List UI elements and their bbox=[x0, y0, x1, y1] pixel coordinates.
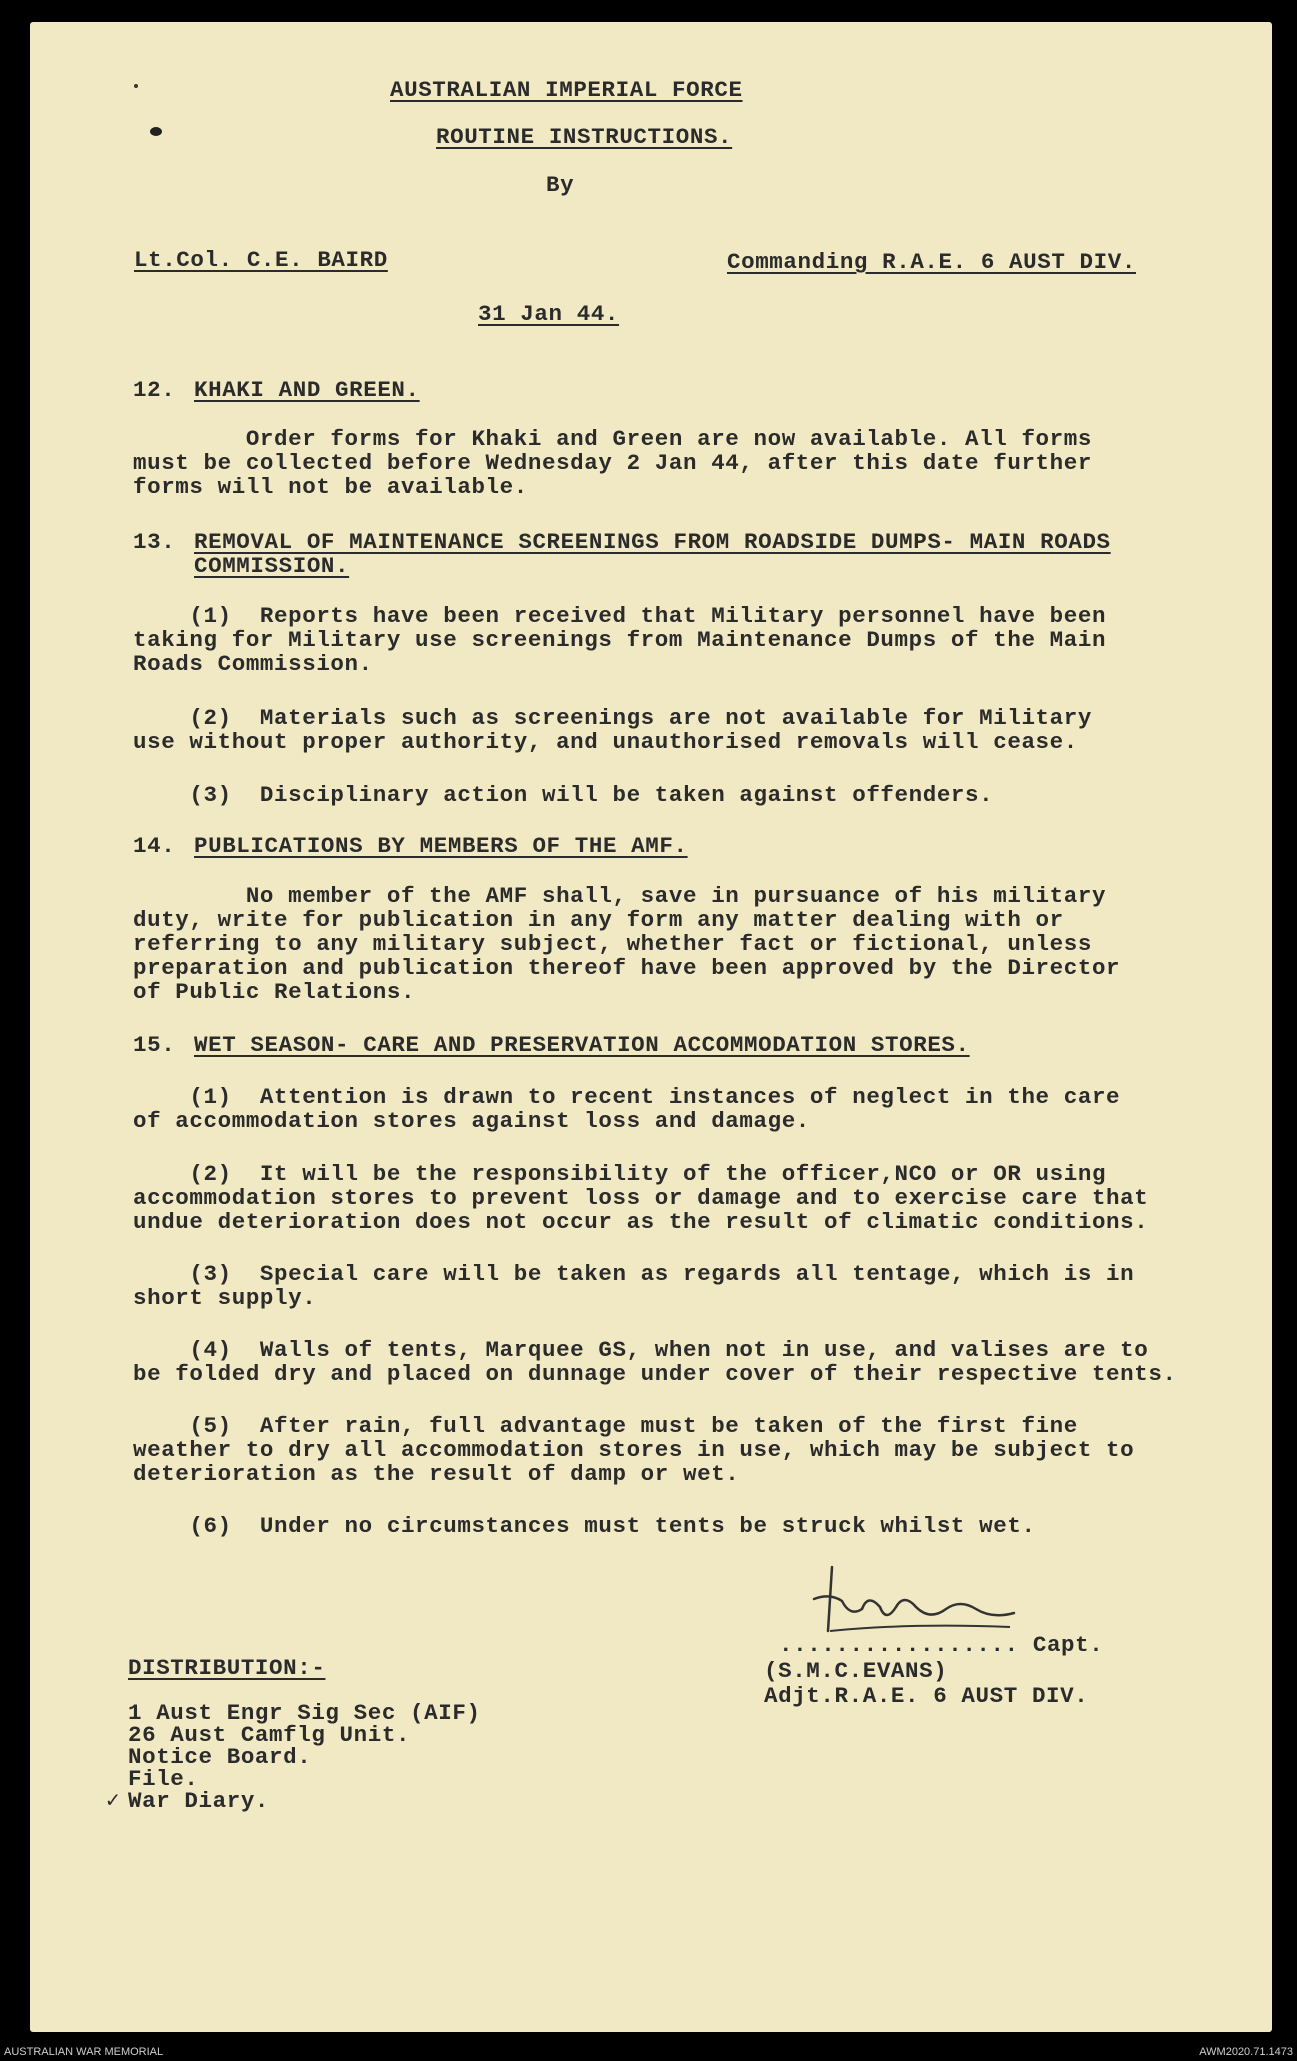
text-line: (2) Materials such as screenings are not available for Military bbox=[133, 705, 1092, 731]
text-line: (5) After rain, full advantage must be taken of the first fine bbox=[133, 1413, 1078, 1439]
section-heading: KHAKI AND GREEN. bbox=[194, 377, 420, 403]
footer-archive-name: AUSTRALIAN WAR MEMORIAL bbox=[4, 2046, 164, 2058]
text-line: (2) It will be the responsibility of the officer,NCO or OR using bbox=[133, 1161, 1107, 1187]
section-item bbox=[133, 1262, 1134, 1310]
text-line: deterioration as the result of damp or wet. bbox=[133, 1461, 740, 1487]
section-heading: PUBLICATIONS BY MEMBERS OF THE AMF. bbox=[194, 833, 688, 859]
footer-accession-number: AWM2020.71.1473 bbox=[1199, 2046, 1293, 2058]
section-number: 12. bbox=[133, 377, 176, 403]
section-item bbox=[133, 783, 993, 807]
section-item bbox=[133, 604, 1106, 676]
text-line: Order forms for Khaki and Green are now available. All forms bbox=[133, 426, 1092, 452]
ink-blot bbox=[150, 127, 162, 136]
text-line: must be collected before Wednesday 2 Jan 44, after this date further bbox=[133, 450, 1092, 476]
text-line: of accommodation stores against loss and damage. bbox=[133, 1108, 810, 1134]
document-page bbox=[30, 22, 1272, 2032]
distribution-heading: DISTRIBUTION:- bbox=[128, 1655, 326, 1681]
heading-line: REMOVAL OF MAINTENANCE SCREENINGS FROM ROADSIDE DUMPS- MAIN ROADS bbox=[194, 529, 1111, 555]
officer-name: Lt.Col. C.E. BAIRD bbox=[134, 247, 388, 273]
heading-line: COMMISSION. bbox=[194, 553, 350, 579]
section-body bbox=[133, 884, 1120, 1004]
text-line: taking for Military use screenings from Maintenance Dumps of the Main bbox=[133, 627, 1107, 653]
ink-dot bbox=[134, 84, 138, 88]
list-item: War Diary. bbox=[128, 1788, 270, 1814]
text-line: (6) Under no circumstances must tents be struck whilst wet. bbox=[133, 1513, 1036, 1539]
section-number: 14. bbox=[133, 833, 176, 859]
text-line: (3) Disciplinary action will be taken against offenders. bbox=[133, 782, 994, 808]
section-item bbox=[133, 1338, 1177, 1386]
section-heading bbox=[194, 530, 1111, 578]
text-line: of Public Relations. bbox=[133, 979, 416, 1005]
signature-line: ................. Capt. bbox=[779, 1632, 1104, 1658]
list-item: 26 Aust Camflg Unit. bbox=[128, 1722, 411, 1748]
check-mark-icon: ✓ bbox=[106, 1788, 121, 1814]
distribution-list bbox=[128, 1702, 481, 1812]
section-body bbox=[133, 427, 1092, 499]
text-line: Roads Commission. bbox=[133, 651, 373, 677]
text-line: (4) Walls of tents, Marquee GS, when not in use, and valises are to bbox=[133, 1337, 1149, 1363]
signatory-title: Adjt.R.A.E. 6 AUST DIV. bbox=[764, 1683, 1089, 1709]
list-item: File. bbox=[128, 1766, 199, 1792]
text-line: undue deterioration does not occur as the result of climatic conditions. bbox=[133, 1209, 1149, 1235]
list-item: Notice Board. bbox=[128, 1744, 312, 1770]
text-line: forms will not be available. bbox=[133, 474, 528, 500]
text-line: (1) Reports have been received that Military personnel have been bbox=[133, 603, 1107, 629]
text-line: weather to dry all accommodation stores in use, which may be subject to bbox=[133, 1437, 1135, 1463]
text-line: accommodation stores to prevent loss or damage and to exercise care that bbox=[133, 1185, 1149, 1211]
section-item bbox=[133, 1414, 1134, 1486]
section-heading: WET SEASON- CARE AND PRESERVATION ACCOMMODATION STORES. bbox=[194, 1032, 970, 1058]
text-line: preparation and publication thereof have been approved by the Director bbox=[133, 955, 1121, 981]
text-line: (3) Special care will be taken as regards all tentage, which is in bbox=[133, 1261, 1135, 1287]
section-number: 15. bbox=[133, 1032, 176, 1058]
doc-subtitle: ROUTINE INSTRUCTIONS. bbox=[436, 124, 733, 150]
text-line: (1) Attention is drawn to recent instances of neglect in the care bbox=[133, 1084, 1121, 1110]
text-line: use without proper authority, and unauthorised removals will cease. bbox=[133, 729, 1078, 755]
section-item bbox=[133, 1162, 1148, 1234]
command-title: Commanding R.A.E. 6 AUST DIV. bbox=[727, 249, 1136, 275]
text-line: No member of the AMF shall, save in pursuance of his military bbox=[133, 883, 1107, 909]
section-item bbox=[133, 1514, 1036, 1538]
text-line: referring to any military subject, whether fact or fictional, unless bbox=[133, 931, 1092, 957]
text-line: short supply. bbox=[133, 1285, 317, 1311]
section-item bbox=[133, 1085, 1120, 1133]
doc-by: By bbox=[546, 172, 575, 198]
text-line: be folded dry and placed on dunnage under cover of their respective tents. bbox=[133, 1361, 1177, 1387]
doc-title: AUSTRALIAN IMPERIAL FORCE bbox=[390, 77, 743, 103]
text-line: duty, write for publication in any form any matter dealing with or bbox=[133, 907, 1064, 933]
signatory-name: (S.M.C.EVANS) bbox=[764, 1658, 948, 1684]
section-number: 13. bbox=[133, 529, 176, 555]
doc-date: 31 Jan 44. bbox=[478, 301, 620, 327]
list-item: 1 Aust Engr Sig Sec (AIF) bbox=[128, 1700, 481, 1726]
section-item bbox=[133, 706, 1092, 754]
